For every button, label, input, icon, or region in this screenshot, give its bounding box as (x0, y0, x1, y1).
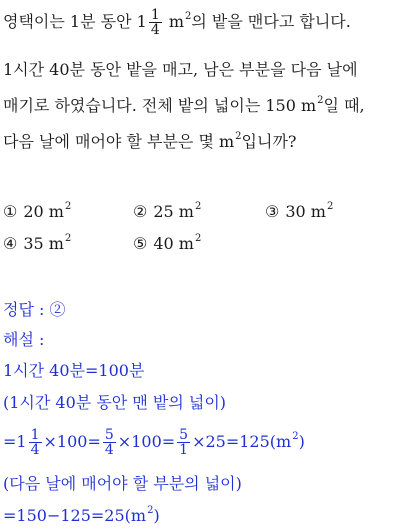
fraction: $\frac{5}{4}$ (104, 427, 114, 458)
solution-heading: 해설 : (3, 330, 45, 349)
problem-line-1: 영택이는 1분 동안 1 $\frac{1}{4}$ $m^2$의 밭을 맨다고 합니다. (3, 7, 351, 38)
option-3[interactable]: ③ 30 $m^2$ (265, 201, 334, 221)
option-value: 40 m (153, 234, 194, 253)
option-5[interactable]: ⑤ 40 $m^2$ (133, 233, 202, 253)
option-1[interactable]: ① 20 $m^2$ (3, 201, 72, 221)
fraction: $\frac{5}{1}$ (179, 427, 189, 458)
solution-line-1: 1시간 40분=100분 (3, 361, 145, 380)
problem-text: 영택이는 1분 동안 1 (3, 12, 147, 31)
problem-line-2 (3, 60, 358, 80)
option-value: 30 m (285, 202, 326, 221)
problem-text: 1시간 40분 동안 밭을 매고, 남은 부분을 다음 날에 (3, 60, 358, 79)
problem-line-4: 다음 날에 매어야 할 부분은 몇 $m^2$입니까? (3, 131, 297, 151)
option-2[interactable]: ② 25 $m^2$ (133, 201, 202, 221)
solution-line-5: $=150-125=25(m^2)$ (3, 505, 160, 525)
option-number: ② (133, 202, 148, 221)
option-value: 20 m (23, 202, 64, 221)
fraction: $\frac{1}{4}$ (150, 7, 160, 38)
problem-line-3: 매기로 하였습니다. 전체 밭의 넓이는 150 $m^2$일 때, (3, 95, 365, 115)
option-number: ① (3, 202, 18, 221)
answer-line (3, 300, 65, 320)
solution-line-4: (다음 날에 매어야 할 부분의 넓이) (3, 474, 242, 493)
solution-line-2: (1시간 40분 동안 맨 밭의 넓이) (3, 393, 227, 412)
option-number: ④ (3, 234, 18, 253)
option-value: 35 m (23, 234, 64, 253)
option-number: ③ (265, 202, 280, 221)
option-4[interactable]: ④ 35 $m^2$ (3, 233, 72, 253)
problem-text: 매기로 하였습니다. 전체 밭의 넓이는 150 m (3, 96, 317, 115)
solution-line-3: =1 $\frac{1}{4}$ ×100= $\frac{5}{4}$ ×100= $\frac{5}{1}$ $\times 25=125(m^2)$ (3, 427, 305, 458)
option-number: ⑤ (133, 234, 148, 253)
answer-text: 정답 : ② (3, 300, 66, 319)
problem-text: 다음 날에 매어야 할 부분은 몇 m (3, 132, 235, 151)
option-value: 25 m (153, 202, 194, 221)
fraction: $\frac{1}{4}$ (30, 427, 40, 458)
